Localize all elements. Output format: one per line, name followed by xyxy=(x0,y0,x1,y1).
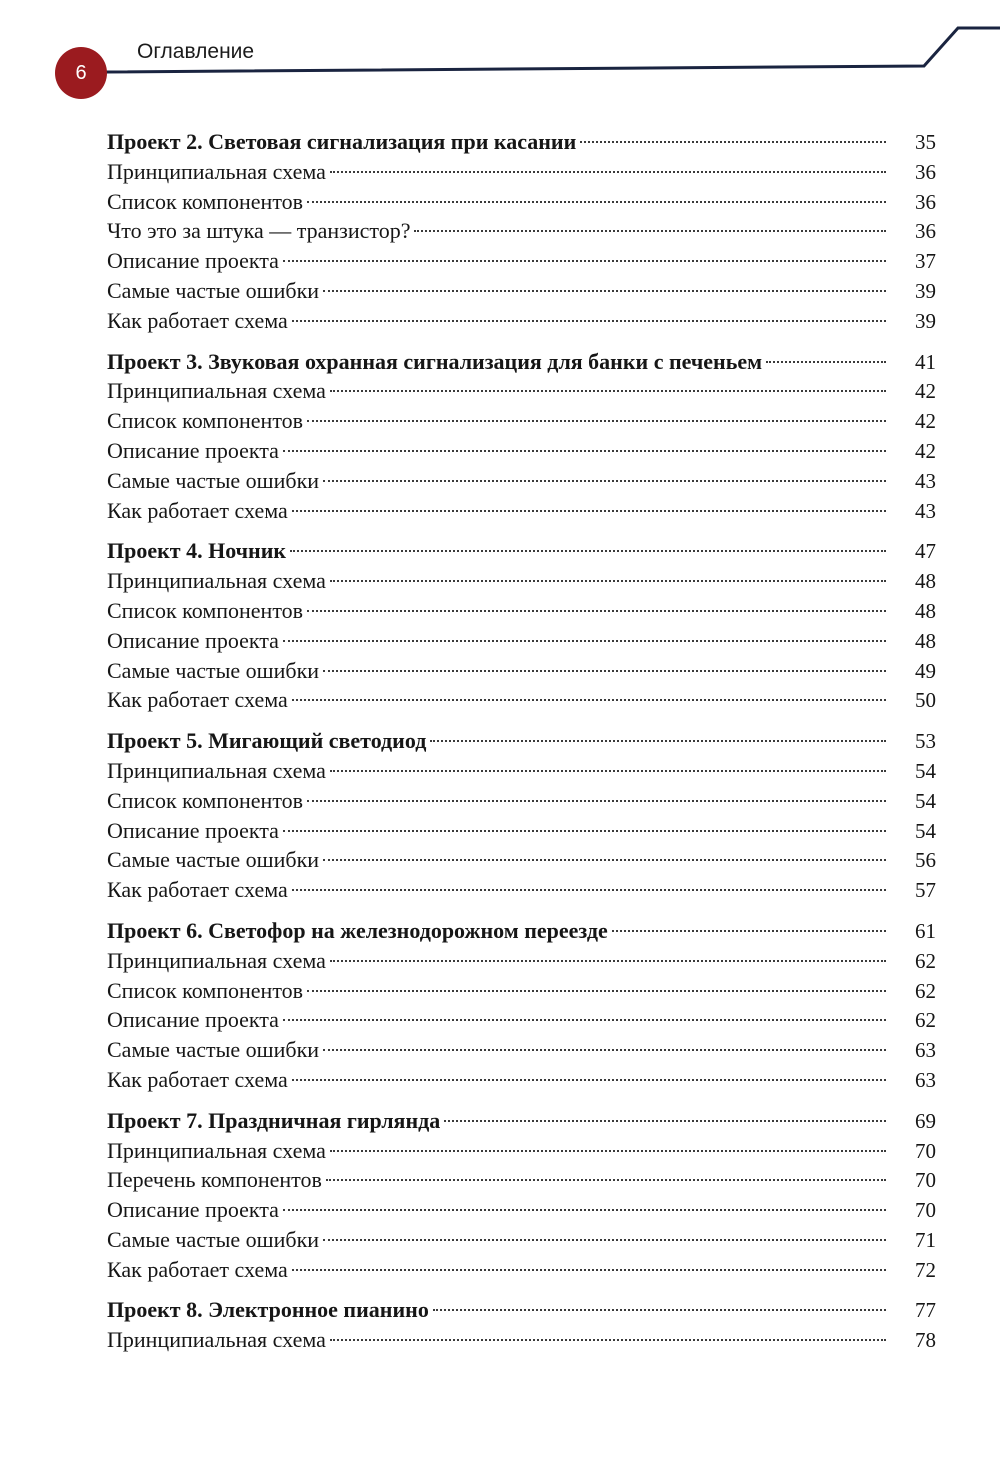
page-number: 41 xyxy=(915,349,936,374)
dot-leader xyxy=(307,610,886,612)
dot-leader xyxy=(330,770,886,772)
dot-leader xyxy=(307,201,886,203)
dot-leader xyxy=(612,930,886,932)
page-number: 43 xyxy=(915,468,936,493)
toc-project-heading[interactable] xyxy=(107,916,936,946)
page-number: 42 xyxy=(915,379,936,404)
toc-project-heading[interactable] xyxy=(107,1295,936,1325)
dot-leader xyxy=(292,1079,886,1081)
page-number: 35 xyxy=(915,130,936,154)
toc-entry[interactable] xyxy=(107,786,936,816)
entry-title: Описание проекта xyxy=(107,1007,279,1033)
dot-leader xyxy=(292,1269,886,1271)
dot-leader xyxy=(292,320,886,322)
toc-section xyxy=(107,347,936,526)
toc-entry[interactable] xyxy=(107,306,936,336)
page-number: 62 xyxy=(915,1008,936,1033)
entry-title: Как работает схема xyxy=(107,1256,288,1282)
toc-entry[interactable] xyxy=(107,376,936,406)
entry-title: Как работает схема xyxy=(107,877,288,903)
dot-leader xyxy=(290,550,886,552)
dot-leader xyxy=(433,1309,886,1311)
entry-title: Описание проекта xyxy=(107,627,279,653)
page-number: 63 xyxy=(915,1067,936,1092)
page-number: 48 xyxy=(915,598,936,623)
entry-title: Описание проекта xyxy=(107,248,279,274)
entry-title: Проект 5. Мигающий светодиод xyxy=(107,728,427,754)
page-number: 54 xyxy=(915,818,936,843)
toc-entry[interactable] xyxy=(107,1065,936,1095)
entry-title: Проект 7. Праздничная гирлянда xyxy=(107,1107,441,1133)
toc-project-heading[interactable] xyxy=(107,347,936,377)
page-number: 69 xyxy=(915,1108,936,1133)
entry-title: Самые частые ошибки xyxy=(107,1226,320,1252)
toc-entry[interactable] xyxy=(107,685,936,715)
dot-leader xyxy=(307,990,886,992)
dot-leader xyxy=(283,1019,886,1021)
dot-leader xyxy=(323,480,886,482)
toc-entry[interactable] xyxy=(107,566,936,596)
entry-title: Самые частые ошибки xyxy=(107,467,320,493)
entry-title: Как работает схема xyxy=(107,307,288,333)
dot-leader xyxy=(414,230,886,232)
page-number-badge: 6 xyxy=(55,47,107,99)
page-number: 70 xyxy=(915,1198,936,1223)
toc-entry[interactable] xyxy=(107,1225,936,1255)
entry-title: Как работает схема xyxy=(107,497,288,523)
dot-leader xyxy=(330,1150,886,1152)
toc-entry[interactable] xyxy=(107,1005,936,1035)
entry-title: Принципиальная схема xyxy=(107,947,326,973)
page-number: 57 xyxy=(915,878,936,903)
toc-section xyxy=(107,127,936,336)
toc-project-heading[interactable] xyxy=(107,536,936,566)
entry-title: Проект 8. Электронное пианино xyxy=(107,1297,429,1323)
page-number: 56 xyxy=(915,848,936,873)
page-number: 72 xyxy=(915,1257,936,1282)
toc-entry[interactable] xyxy=(107,406,936,436)
dot-leader xyxy=(283,1209,886,1211)
entry-title: Принципиальная схема xyxy=(107,378,326,404)
page-number: 78 xyxy=(915,1328,936,1353)
toc-section xyxy=(107,726,936,905)
dot-leader xyxy=(330,1339,886,1341)
entry-title: Принципиальная схема xyxy=(107,568,326,594)
toc-entry[interactable] xyxy=(107,1035,936,1065)
toc-entry[interactable] xyxy=(107,656,936,686)
page-number: 54 xyxy=(915,788,936,813)
entry-title: Проект 3. Звуковая охранная сигнализация для банки с печеньем xyxy=(107,348,763,374)
entry-title: Описание проекта xyxy=(107,817,279,843)
page-number: 77 xyxy=(915,1298,936,1323)
page-number: 47 xyxy=(915,539,936,564)
dot-leader xyxy=(330,171,886,173)
entry-title: Принципиальная схема xyxy=(107,757,326,783)
dot-leader xyxy=(580,141,886,143)
toc-entry[interactable] xyxy=(107,157,936,187)
page-number: 39 xyxy=(915,278,936,303)
page-number: 39 xyxy=(915,308,936,333)
page-number: 42 xyxy=(915,438,936,463)
entry-title: Проект 4. Ночник xyxy=(107,538,287,564)
entry-title: Перечень компонентов xyxy=(107,1167,322,1193)
toc-entry[interactable] xyxy=(107,816,936,846)
toc-entry[interactable] xyxy=(107,1195,936,1225)
entry-title: Проект 6. Светофор на железнодорожном переезде xyxy=(107,917,608,943)
dot-leader xyxy=(430,740,886,742)
toc-entry[interactable] xyxy=(107,436,936,466)
toc-entry[interactable] xyxy=(107,875,936,905)
page-number: 36 xyxy=(915,189,936,214)
entry-title: Описание проекта xyxy=(107,1197,279,1223)
toc-section xyxy=(107,1106,936,1285)
toc-entry[interactable] xyxy=(107,1165,936,1195)
toc-entry[interactable] xyxy=(107,626,936,656)
page-number: 70 xyxy=(915,1168,936,1193)
entry-title: Проект 2. Световая сигнализация при касании xyxy=(107,129,577,154)
dot-leader xyxy=(323,290,886,292)
dot-leader xyxy=(283,260,886,262)
toc-entry[interactable] xyxy=(107,1255,936,1285)
toc-project-heading[interactable] xyxy=(107,1106,936,1136)
toc-entry[interactable] xyxy=(107,496,936,526)
entry-title: Как работает схема xyxy=(107,1066,288,1092)
entry-title: Список компонентов xyxy=(107,597,304,623)
toc-entry[interactable] xyxy=(107,756,936,786)
dot-leader xyxy=(330,580,886,582)
dot-leader xyxy=(323,1049,886,1051)
page-number: 53 xyxy=(915,729,936,754)
page-header xyxy=(0,0,1000,110)
page-number: 70 xyxy=(915,1138,936,1163)
entry-title: Список компонентов xyxy=(107,787,304,813)
dot-leader xyxy=(283,450,886,452)
dot-leader xyxy=(323,859,886,861)
toc-entry[interactable] xyxy=(107,216,936,246)
dot-leader xyxy=(283,640,886,642)
page-number: 50 xyxy=(915,688,936,713)
toc-entry[interactable] xyxy=(107,466,936,496)
toc-entry[interactable] xyxy=(107,1136,936,1166)
page-number: 61 xyxy=(915,918,936,943)
page-number: 48 xyxy=(915,569,936,594)
toc-entry[interactable] xyxy=(107,845,936,875)
dot-leader xyxy=(307,420,886,422)
page-number: 49 xyxy=(915,658,936,683)
dot-leader xyxy=(330,390,886,392)
dot-leader xyxy=(766,361,886,363)
toc-section xyxy=(107,536,936,715)
dot-leader xyxy=(307,800,886,802)
toc-entry[interactable] xyxy=(107,246,936,276)
toc-entry[interactable] xyxy=(107,946,936,976)
page-number: 62 xyxy=(915,978,936,1003)
toc-entry[interactable] xyxy=(107,1325,936,1355)
dot-leader xyxy=(326,1179,886,1181)
dot-leader xyxy=(444,1120,886,1122)
entry-title: Что это за штука — транзистор? xyxy=(107,218,411,244)
toc-section xyxy=(107,916,936,1095)
entry-title: Принципиальная схема xyxy=(107,1327,326,1353)
dot-leader xyxy=(292,510,886,512)
toc-entry[interactable] xyxy=(107,596,936,626)
entry-title: Как работает схема xyxy=(107,687,288,713)
page-number: 62 xyxy=(915,948,936,973)
page-number: 36 xyxy=(915,219,936,244)
page-number: 48 xyxy=(915,628,936,653)
dot-leader xyxy=(323,1239,886,1241)
table-of-contents xyxy=(107,127,936,1366)
page-number: 63 xyxy=(915,1038,936,1063)
toc-project-heading[interactable] xyxy=(107,127,936,157)
entry-title: Список компонентов xyxy=(107,977,304,1003)
page-number: 36 xyxy=(915,159,936,184)
dot-leader xyxy=(283,830,886,832)
entry-title: Принципиальная схема xyxy=(107,158,326,184)
dot-leader xyxy=(330,960,886,962)
entry-title: Самые частые ошибки xyxy=(107,1037,320,1063)
toc-project-heading[interactable] xyxy=(107,726,936,756)
entry-title: Список компонентов xyxy=(107,408,304,434)
page-number: 43 xyxy=(915,498,936,523)
entry-title: Самые частые ошибки xyxy=(107,277,320,303)
toc-section xyxy=(107,1295,936,1355)
dot-leader xyxy=(323,670,886,672)
toc-entry[interactable] xyxy=(107,276,936,306)
dot-leader xyxy=(292,889,886,891)
entry-title: Описание проекта xyxy=(107,437,279,463)
entry-title: Самые частые ошибки xyxy=(107,847,320,873)
page-number: 42 xyxy=(915,409,936,434)
toc-entry[interactable] xyxy=(107,976,936,1006)
entry-title: Принципиальная схема xyxy=(107,1137,326,1163)
dot-leader xyxy=(292,699,886,701)
entry-title: Список компонентов xyxy=(107,188,304,214)
page-number: 54 xyxy=(915,758,936,783)
running-header-title: Оглавление xyxy=(137,40,255,63)
page-number: 71 xyxy=(915,1227,936,1252)
toc-entry[interactable] xyxy=(107,187,936,217)
entry-title: Самые частые ошибки xyxy=(107,657,320,683)
page-number: 37 xyxy=(915,249,936,274)
